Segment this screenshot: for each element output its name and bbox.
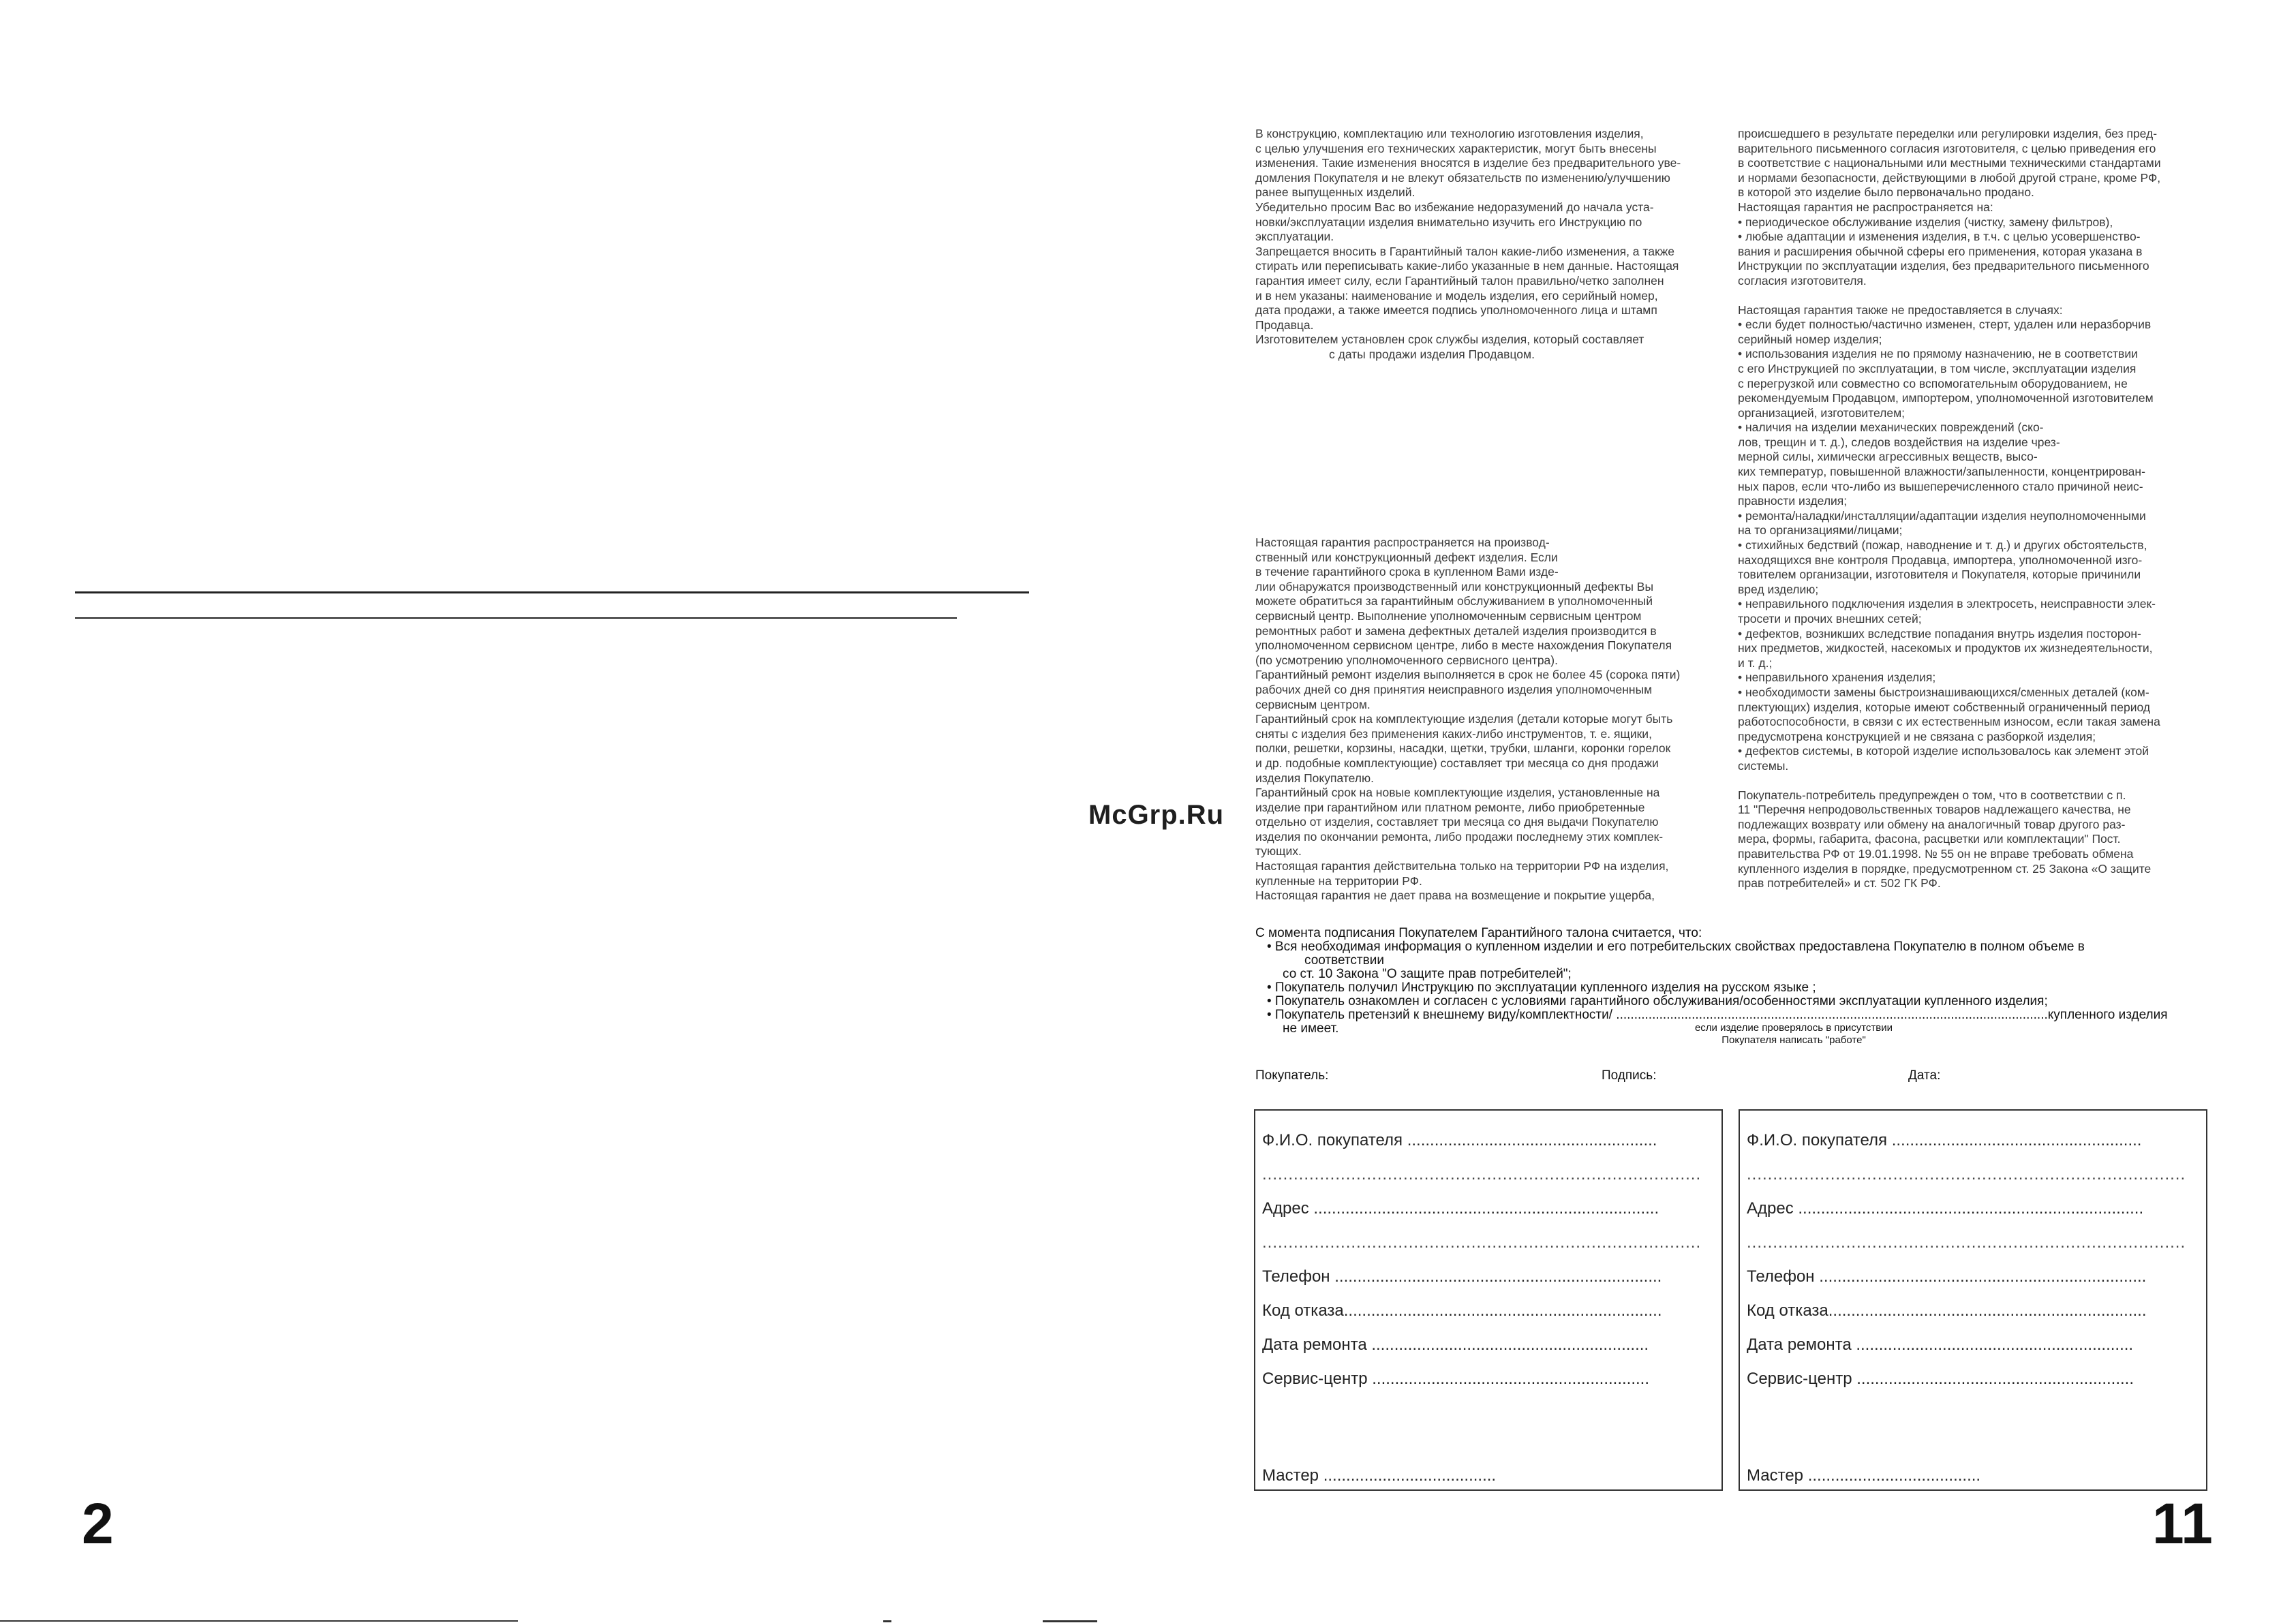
- ack-bullet-info-cont2: со ст. 10 Закона "О защите прав потребителей";: [1283, 967, 1572, 981]
- col1b-line: изделие при гарантийном или платном ремонте, либо приобретенные: [1255, 800, 1645, 814]
- col1b-line: изделия по окончании ремонта, либо продажи последнему этих комплек-: [1255, 829, 1664, 844]
- col1-line: с целью улучшения его технических характеристик, могут быть внесены: [1255, 141, 1657, 155]
- col2-line: и нормами безопасности, действующими в любой другой стране, кроме РФ,: [1738, 170, 2161, 185]
- col2-line: • любые адаптации и изменения изделия, в т.ч. с целью усовершенство-: [1738, 230, 2141, 244]
- col2-line: • если будет полностью/частично изменен, стерт, удален или неразборчив: [1738, 318, 2152, 332]
- card-blank-field[interactable]: ....................................................................................: [1747, 1165, 2186, 1184]
- col2-line: купленного изделия в порядке, предусмотренном ст. 25 Закона «О защите: [1738, 861, 2152, 876]
- col2-line: ких температур, повышенной влажности/запыленности, концентрирован-: [1738, 465, 2145, 479]
- col2-line: • стихийных бедствий (пожар, наводнение и т. д.) и других обстоятельств,: [1738, 538, 2147, 553]
- col1b-line: можете обратиться за гарантийным обслуживанием в уполномоченный: [1255, 594, 1653, 608]
- col1-line: новки/эксплуатации изделия внимательно изучить его Инструкцию по: [1255, 215, 1642, 229]
- col2-line: происшедшего в результате переделки или регулировки изделия, без пред-: [1738, 127, 2158, 140]
- col2-line: • необходимости замены быстроизнашивающихся/сменных деталей (ком-: [1738, 685, 2149, 699]
- col1-line: изменения. Такие изменения вносятся в изделие без предварительного уве-: [1255, 156, 1681, 170]
- col2-line: • использования изделия не по прямому назначению, не в соответствии: [1738, 347, 2138, 361]
- col1b-line: отдельно от изделия, составляет три месяца со дня выдачи Покупателю: [1255, 815, 1659, 829]
- col1-text: [1255, 127, 1719, 362]
- col1b-line: Настоящая гарантия действительна только на территории РФ на изделия,: [1255, 859, 1669, 874]
- col2-line: вания и расширения обычной сферы его применения, которая указана в: [1738, 244, 2143, 258]
- col1b-line: Гарантийный срок на новые комплектующие изделия, установленные на: [1255, 786, 1660, 800]
- col2-line: правности изделия;: [1738, 494, 1848, 508]
- col1b-line: сервисным центром.: [1255, 697, 1371, 711]
- col1-line: Изготовителем установлен срок службы изделия, который составляет: [1255, 333, 1644, 347]
- col2-line: мера, формы, габарита, фасона, расцветки или комплектации" Пост.: [1738, 832, 2121, 846]
- col2-line: • ремонта/наладки/инсталляции/адаптации изделия неуполномоченными: [1738, 508, 2146, 523]
- col2-line: варительного письменного согласия изготовителя, с целью приведения его: [1738, 141, 2156, 155]
- bottom-edge-mark-1: [883, 1620, 891, 1622]
- col1-line: с даты продажи изделия Продавцом.: [1329, 347, 1535, 361]
- repair-card-right: [1739, 1109, 2207, 1491]
- col2-line: 11 "Перечня непродовольственных товаров надлежащего качества, не: [1738, 803, 2131, 817]
- col1b-line: Настоящая гарантия не дает права на возмещение и покрытие ущерба,: [1255, 888, 1655, 903]
- col2-line: работоспособности, в связи с их естественным износом, если такая замена: [1738, 715, 2160, 729]
- col2-line: находящихся вне контроля Продавца, импортера, уполномоченной изго-: [1738, 553, 2143, 567]
- col1b-line: полки, решетки, корзины, насадки, щетки, трубки, шланги, коронки горелок: [1255, 741, 1671, 756]
- ack-bullet-conditions: • Покупатель ознакомлен и согласен с условиями гарантийного обслуживания/особенностями эксплуатации купленного изделия;: [1267, 994, 2048, 1008]
- col2-line: них предметов, жидкостей, насекомых и продуктов их жизнедеятельности,: [1738, 641, 2153, 655]
- col2-line: рекомендуемым Продавцом, импортером, уполномоченной изготовителем: [1738, 391, 2154, 405]
- col1b-text: [1255, 536, 1719, 903]
- card-code-field[interactable]: Код отказа......................................................................: [1747, 1301, 2147, 1320]
- ack-note-line2: Покупателя написать "работе": [1721, 1034, 1866, 1046]
- ack-heading: С момента подписания Покупателем Гарантийного талона считается, что:: [1255, 926, 1702, 940]
- col2-line: лов, трещин и т. д.), следов воздействия на изделие чрез-: [1738, 435, 2060, 449]
- card-master-field[interactable]: Мастер ......................................: [1262, 1466, 1497, 1485]
- card-address-field[interactable]: Адрес ............................................................................: [1262, 1199, 1659, 1218]
- col1-line: Продавца.: [1255, 318, 1314, 332]
- col1-line: гарантия имеет силу, если Гарантийный талон правильно/четко заполнен: [1255, 273, 1664, 288]
- buyer-label: Покупатель:: [1255, 1068, 1329, 1083]
- col1b-line: сервисный центр. Выполнение уполномоченным сервисным центром: [1255, 608, 1642, 623]
- card-repair-date-field[interactable]: Дата ремонта .............................................................: [1747, 1335, 2134, 1354]
- col2-line: прав потребителей» и ст. 502 ГК РФ.: [1738, 876, 1941, 891]
- col2-line: Настоящая гарантия не распространяется на:: [1738, 200, 1993, 214]
- col1-line: дата продажи, а также имеется подпись уполномоченного лица и штамп: [1255, 303, 1657, 318]
- repair-card-left: [1254, 1109, 1723, 1491]
- col1b-line: лии обнаружатся производственный или конструкционный дефекты Вы: [1255, 579, 1654, 593]
- col2-line: подлежащих возврату или обмену на аналогичный товар другого раз-: [1738, 817, 2126, 831]
- col2-line: • периодическое обслуживание изделия (чистку, замену фильтров),: [1738, 215, 2113, 229]
- col1b-line: купленные на территории РФ.: [1255, 874, 1422, 888]
- col2-line: ных паров, если что-либо из вышеперечисленного стало причиной неис-: [1738, 479, 2143, 493]
- watermark: McGrp.Ru: [1088, 800, 1225, 830]
- col1b-line: и др. подобные комплектующие) составляет три месяца со дня продажи: [1255, 756, 1659, 770]
- col2-line: • наличия на изделии механических повреждений (ско-: [1738, 420, 2044, 435]
- col2-line: с его Инструкцией по эксплуатации, в том числе, эксплуатации изделия: [1738, 361, 2137, 375]
- col1-line: Убедительно просим Вас во избежание недоразумений до начала уста-: [1255, 200, 1654, 214]
- card-blank-field[interactable]: ....................................................................................: [1262, 1233, 1702, 1252]
- left-bottom-edge: [0, 1620, 518, 1622]
- col1b-line: сняты с изделия без применения каких-либо инструментов, т. е. ящики,: [1255, 726, 1652, 741]
- col2-line: серийный номер изделия;: [1738, 332, 1882, 346]
- col2-line: в которой это изделие было первоначально продано.: [1738, 185, 2034, 200]
- col2-text: [1738, 127, 2204, 891]
- col1-line: ранее выпущенных изделий.: [1255, 185, 1415, 200]
- col2-line: мерной силы, химически агрессивных веществ, высо-: [1738, 450, 2038, 464]
- ack-bullet-claims: • Покупатель претензий к внешнему виду/комплектности/ ........................................................................................................................купленного изделия: [1267, 1008, 2168, 1022]
- col2-line: правительства РФ от 19.01.1998. № 55 он не вправе требовать обмена: [1738, 846, 2134, 861]
- col1b-line: уполномоченном сервисном центре, либо в месте нахождения Покупателя: [1255, 638, 1672, 653]
- col2-line: на то организациями/лицами;: [1738, 523, 1903, 538]
- card-service-field[interactable]: Сервис-центр .............................................................: [1262, 1370, 1650, 1388]
- col2-line: с перегрузкой или совместно со вспомогательным оборудованием, не: [1738, 376, 2128, 390]
- col2-line: организацией, изготовителем;: [1738, 405, 1905, 420]
- col2-line: • неправильного подключения изделия в электросеть, неисправности элек-: [1738, 597, 2156, 611]
- col1b-line: рабочих дней со дня принятия неисправного изделия уполномоченным: [1255, 682, 1653, 696]
- col1-line: В конструкцию, комплектацию или технологию изготовления изделия,: [1255, 127, 1644, 140]
- col1b-line: Гарантийный ремонт изделия выполняется в срок не более 45 (сорока пяти): [1255, 668, 1681, 682]
- col2-line: тросети и прочих внешних сетей;: [1738, 612, 1922, 625]
- card-repair-date-field[interactable]: Дата ремонта .............................................................: [1262, 1335, 1649, 1354]
- col1b-line: изделия Покупателю.: [1255, 771, 1375, 785]
- col2-line: и т. д.;: [1738, 655, 1773, 670]
- col1b-line: тующих.: [1255, 844, 1302, 859]
- col1-line: эксплуатации.: [1255, 230, 1334, 244]
- col2-line: в соответствие с национальными или местными техническими стандартами: [1738, 156, 2161, 170]
- ack-bullet-claims-cont: не имеет.: [1283, 1021, 1339, 1036]
- ack-bullet-info: • Вся необходимая информация о купленном изделии и его потребительских свойствах предоставлена Покупателю в полном объеме в: [1267, 940, 2085, 954]
- bottom-edge-mark-2: [1043, 1620, 1097, 1622]
- col2-line: вред изделию;: [1738, 582, 1819, 596]
- col2-line: Настоящая гарантия также не предоставляется в случаях:: [1738, 303, 2063, 317]
- left-page-number: 2: [82, 1491, 114, 1556]
- col2-line: Покупатель-потребитель предупрежден о том, что в соответствии с п.: [1738, 788, 2126, 802]
- date-label: Дата:: [1908, 1068, 1941, 1083]
- col1b-line: в течение гарантийного срока в купленном Вами изде-: [1255, 565, 1559, 579]
- col2-line: • неправильного хранения изделия;: [1738, 670, 1936, 685]
- col1b-line: ственный или конструкционный дефект изделия. Если: [1255, 550, 1558, 564]
- card-master-field[interactable]: Мастер ......................................: [1747, 1466, 1981, 1485]
- col2-line: • дефектов, возникших вследствие попадания внутрь изделия посторон-: [1738, 626, 2141, 640]
- card-blank-field[interactable]: ....................................................................................: [1747, 1233, 2186, 1252]
- card-fio-field[interactable]: Ф.И.О. покупателя .......................................................: [1747, 1131, 2142, 1149]
- col2-line: • дефектов системы, в которой изделие использовалось как элемент этой: [1738, 744, 2149, 758]
- col2-line: согласия изготовителя.: [1738, 273, 1867, 288]
- col1-line: и в нем указаны: наименование и модель изделия, его серийный номер,: [1255, 288, 1658, 303]
- col1b-line: (по усмотрению уполномоченного сервисного центра).: [1255, 653, 1558, 667]
- col2-line: системы.: [1738, 758, 1789, 773]
- col1-line: Запрещается вносить в Гарантийный талон какие-либо изменения, а также: [1255, 244, 1675, 258]
- card-code-field[interactable]: Код отказа......................................................................: [1262, 1301, 1662, 1320]
- card-phone-field[interactable]: Телефон ........................................................................: [1747, 1267, 2147, 1286]
- col1-line: стирать или переписывать какие-либо указанные в нем данные. Настоящая: [1255, 259, 1679, 273]
- col2-line: товителем организации, изготовителя и Покупателя, которые причинили: [1738, 568, 2141, 582]
- col1b-line: Гарантийный срок на комплектующие изделия (детали которые могут быть: [1255, 712, 1673, 726]
- ack-bullet-instruction: • Покупатель получил Инструкцию по эксплуатации купленного изделия на русском языке ;: [1267, 980, 1816, 995]
- ack-note-line1: если изделие проверялось в присутствии: [1694, 1022, 1893, 1034]
- signature-label: Подпись:: [1602, 1068, 1657, 1083]
- card-service-field[interactable]: Сервис-центр .............................................................: [1747, 1370, 2134, 1388]
- col2-line: Инструкции по эксплуатации изделия, без предварительного письменного: [1738, 259, 2149, 273]
- card-blank-field[interactable]: ....................................................................................: [1262, 1165, 1702, 1184]
- left-rule-bottom: [75, 617, 957, 619]
- card-address-field[interactable]: Адрес ............................................................................: [1747, 1199, 2144, 1218]
- col2-line: плектующих) изделия, которые имеют собственный ограниченный период: [1738, 700, 2151, 714]
- right-page-number: 11: [2152, 1491, 2213, 1556]
- col2-line: предусмотрена конструкцией и не связана с разборкой изделия;: [1738, 729, 2096, 743]
- col1b-line: Настоящая гарантия распространяется на производ-: [1255, 536, 1550, 549]
- card-fio-field[interactable]: Ф.И.О. покупателя .......................................................: [1262, 1131, 1657, 1149]
- acknowledgement-block: [1255, 927, 2196, 1047]
- col1-line: домления Покупателя и не влекут обязательств по изменению/улучшению: [1255, 170, 1670, 185]
- left-rule-top: [75, 591, 1029, 593]
- col1b-line: ремонтных работ и замена дефектных деталей изделия производится в: [1255, 623, 1657, 638]
- ack-bullet-info-cont: соответствии: [1304, 953, 1384, 968]
- card-phone-field[interactable]: Телефон ........................................................................: [1262, 1267, 1662, 1286]
